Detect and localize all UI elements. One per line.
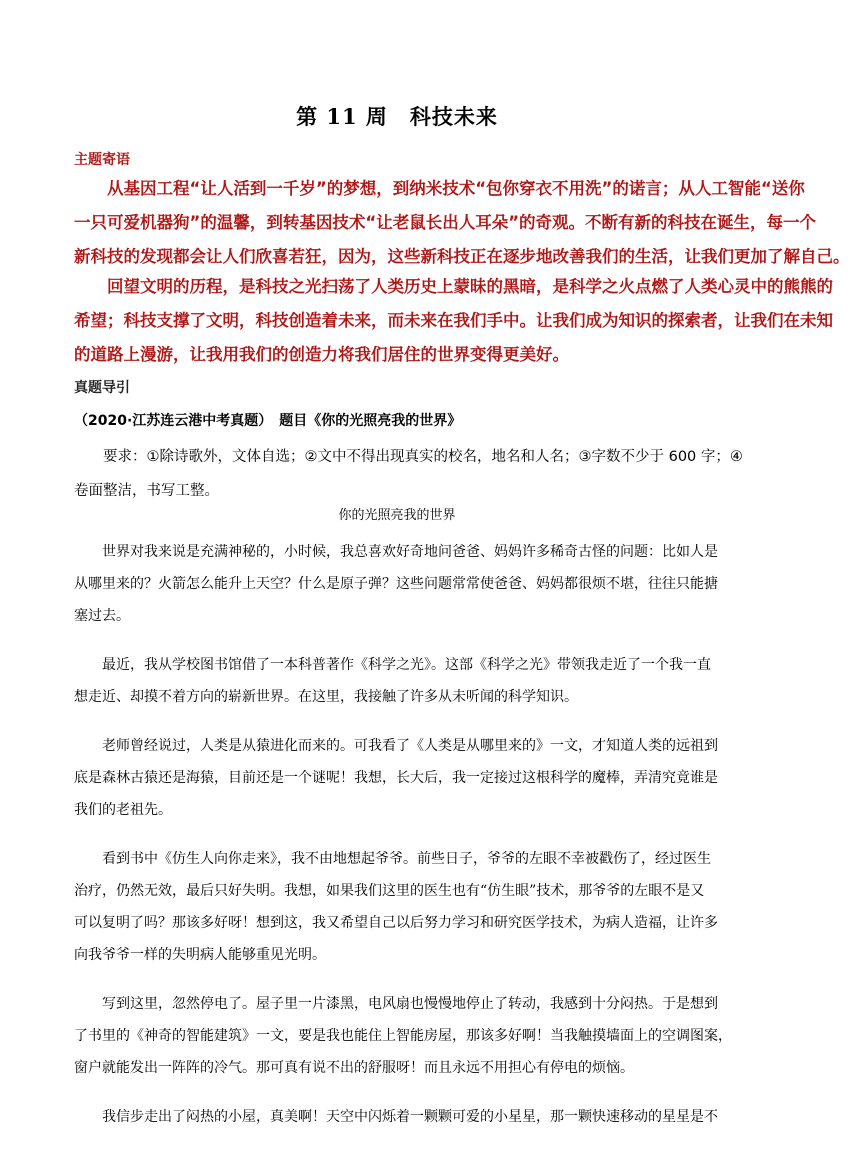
text-line: 我们的老祖先。 [74, 802, 172, 818]
text-line: 老师曾经说过，人类是从猿进化而来的。可我看了《人类是从哪里来的》一文，才知道人类的远祖到 [102, 738, 718, 754]
essay-body [74, 536, 732, 1150]
text-line: 从哪里来的？火箭怎么能升上天空？什么是原子弹？这些问题常常使爸爸、妈妈都很烦不堪，往往只能搪 [74, 576, 718, 592]
text-line: 要求：①除诗歌外，文体自选；②文中不得出现真实的校名，地名和人名；③字数不少于 600 字；④ [74, 449, 743, 465]
text-line: 可以复明了吗？那该多好呀！想到这，我又希望自己以后努力学习和研究医学技术，为病人造福，让许多 [74, 915, 718, 931]
text-line: 想走近、却摸不着方向的崭新世界。在这里，我接触了许多从未听闻的科学知识。 [74, 689, 578, 705]
text-line: 的道路上漫游，让我用我们的创造力将我们居住的世界变得更美好。 [74, 345, 569, 364]
text-line: 回望文明的历程，是科技之光扫荡了人类历史上蒙昧的黑暗，是科学之火点燃了人类心灵中的熊熊的 [74, 277, 833, 296]
essay-paragraph [74, 730, 724, 826]
theme-paragraph-1 [74, 172, 850, 274]
text-line: 从基因工程“让人活到一千岁”的梦想，到纳米技术“包你穿衣不用洗”的诺言；从人工智能“送你 [74, 179, 805, 198]
theme-paragraph-2 [74, 270, 833, 372]
text-line: 看到书中《仿生人向你走来》，我不由地想起爷爷。前些日子，爷爷的左眼不幸被戳伤了，经过医生 [102, 851, 711, 867]
text-line: 底是森林古猿还是海猿，目前还是一个谜呢！我想，长大后，我一定接过这根科学的魔棒，弄清究竟谁是 [74, 770, 718, 786]
theme-section-label: 主题寄语 [74, 152, 130, 168]
page-title: 第 11 周 科技未来 [296, 104, 498, 129]
text-line: 治疗，仍然无效，最后只好失明。我想，如果我们这里的医生也有“仿生眼”技术，那爷爷的左眼不是又 [74, 883, 705, 899]
essay-paragraph [74, 536, 724, 632]
requirements [74, 440, 743, 508]
exam-source: （2020·江苏连云港中考真题） 题目《你的光照亮我的世界》 [74, 413, 462, 429]
text-line: 新科技的发现都会让人们欣喜若狂，因为，这些新科技正在逐步地改善我们的生活，让我们更加了解自己。 [74, 247, 850, 266]
guide-section-label: 真题导引 [74, 380, 130, 396]
text-line: 卷面整洁，书写工整。 [74, 483, 219, 499]
text-line: 写到这里，忽然停电了。屋子里一片漆黑，电风扇也慢慢地停止了转动，我感到十分闷热。于是想到 [102, 996, 718, 1012]
essay-paragraph [74, 649, 724, 713]
text-line: 了书里的《神奇的智能建筑》一文，要是我也能住上智能房屋，那该多好啊！当我触摸墙面上的空调图案， [74, 1028, 732, 1044]
text-line: 窗户就能发出一阵阵的冷气。那可真有说不出的舒服呀！而且永远不用担心有停电的烦恼。 [74, 1060, 634, 1076]
essay-paragraph [74, 843, 724, 971]
essay-title: 你的光照亮我的世界 [338, 508, 456, 523]
essay-paragraph [74, 1101, 724, 1133]
text-line: 我信步走出了闷热的小屋，真美啊！天空中闪烁着一颗颗可爱的小星星，那一颗快速移动的星星是不 [102, 1109, 718, 1125]
essay-paragraph [74, 988, 732, 1084]
text-line: 一只可爱机器狗”的温馨，到转基因技术“让老鼠长出人耳朵”的奇观。不断有新的科技在诞生，每一个 [74, 213, 817, 232]
text-line: 向我爷爷一样的失明病人能够重见光明。 [74, 947, 326, 963]
text-line: 希望；科技支撑了文明，科技创造着未来，而未来在我们手中。让我们成为知识的探索者，让我们在未知 [74, 311, 833, 330]
text-line: 世界对我来说是充满神秘的，小时候，我总喜欢好奇地问爸爸、妈妈许多稀奇古怪的问题：比如人是 [102, 544, 718, 560]
text-line: 最近，我从学校图书馆借了一本科普著作《科学之光》。这部《科学之光》带领我走近了一个我一直 [102, 657, 711, 673]
text-line: 塞过去。 [74, 608, 130, 624]
